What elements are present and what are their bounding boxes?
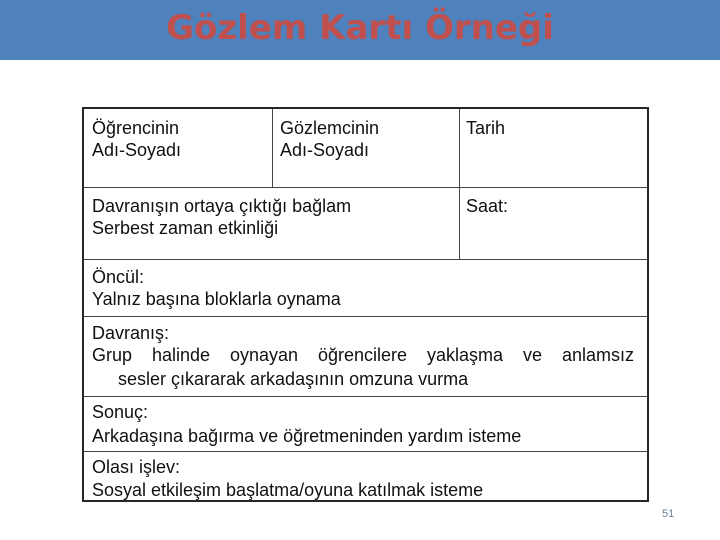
divider	[84, 451, 647, 452]
page-number: 51	[662, 508, 675, 520]
divider	[272, 109, 273, 187]
observation-card	[82, 107, 649, 502]
divider	[84, 259, 647, 260]
divider	[84, 316, 647, 317]
divider	[84, 396, 647, 397]
student-name-label: Öğrencinin Adı-Soyadı	[92, 118, 182, 160]
behavior-value-cont: sesler çıkararak arkadaşının omzuna vurma	[118, 369, 469, 389]
function-value: Sosyal etkileşim başlatma/oyuna katılmak isteme	[92, 480, 484, 500]
divider	[84, 187, 647, 188]
behavior-value: Grup halinde oynayan öğrencilere yaklaşma ve anlamsız	[92, 345, 634, 365]
divider	[459, 109, 460, 259]
antecedent-value: Yalnız başına bloklarla oynama	[92, 289, 341, 309]
time-label: Saat:	[466, 196, 509, 216]
consequence-value: Arkadaşına bağırma ve öğretmeninden yardım isteme	[92, 426, 522, 446]
date-label: Tarih	[466, 118, 506, 138]
function-label: Olası işlev:	[92, 457, 181, 477]
slide-title: Gözlem Kartı Örneği	[166, 8, 554, 48]
antecedent-label: Öncül:	[92, 267, 145, 287]
context-value: Serbest zaman etkinliği	[92, 218, 279, 238]
context-label: Davranışın ortaya çıktığı bağlam	[92, 196, 352, 216]
observer-name-label: Gözlemcinin Adı-Soyadı	[280, 118, 380, 160]
consequence-label: Sonuç:	[92, 402, 149, 422]
behavior-label: Davranış:	[92, 323, 170, 343]
